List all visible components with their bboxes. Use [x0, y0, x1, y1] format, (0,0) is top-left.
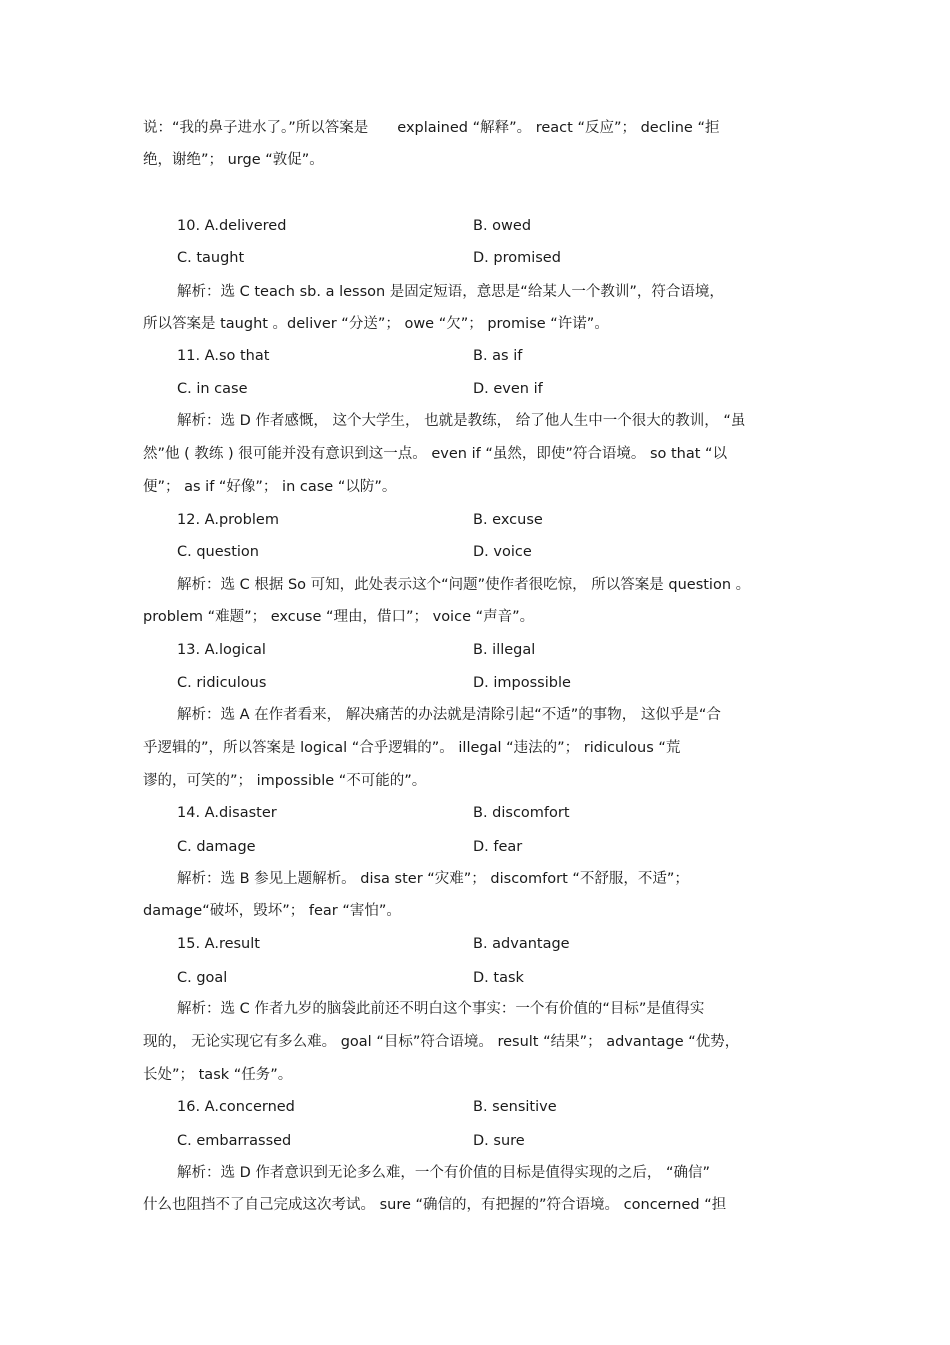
option-b: B. illegal: [473, 642, 536, 658]
option-d: D. fear: [473, 839, 523, 855]
option-a: 13. A.logical: [177, 642, 266, 658]
option-a: 15. A.result: [177, 936, 260, 952]
analysis-line: 解析：选 C 根据 So 可知，此处表示这个“问题”使作者很吃惊， 所以答案是 question 。: [177, 577, 751, 593]
option-a: 16. A.concerned: [177, 1099, 295, 1115]
analysis-line: 解析：选 D 作者感慨， 这个大学生， 也就是教练， 给了他人生中一个很大的教训， “虽: [177, 413, 746, 429]
analysis-line: 谬的，可笑的”； impossible “不可能的”。: [143, 773, 427, 789]
analysis-line: 解析：选 C teach sb. a lesson 是固定短语，意思是“给某人一个教训”，符合语境，: [177, 284, 724, 300]
analysis-line: 长处”； task “任务”。: [143, 1067, 293, 1083]
option-c: C. embarrassed: [177, 1133, 292, 1149]
option-c: C. goal: [177, 970, 228, 986]
option-c: C. ridiculous: [177, 675, 267, 691]
analysis-line: 然”他 ( 教练 ) 很可能并没有意识到这一点。 even if “虽然，即使”符合语境。 so that “以: [143, 446, 728, 462]
option-c: C. in case: [177, 381, 248, 397]
intro-line-2: 绝，谢绝”； urge “敦促”。: [143, 152, 324, 168]
analysis-line: 乎逻辑的”，所以答案是 logical “合乎逻辑的”。 illegal “违法的”； ridiculous “荒: [143, 740, 681, 756]
option-b: B. discomfort: [473, 805, 570, 821]
analysis-line: 现的， 无论实现它有多么难。 goal “目标”符合语境。 result “结果”； advantage “优势，: [143, 1034, 740, 1050]
analysis-line: 解析：选 B 参见上题解析。 disa ster “灾难”； discomfort “不舒服，不适”；: [177, 871, 689, 887]
analysis-line: 什么也阻挡不了自己完成这次考试。 sure “确信的，有把握的”符合语境。 concerned “担: [143, 1197, 727, 1213]
option-c: C. damage: [177, 839, 256, 855]
option-c: C. taught: [177, 250, 245, 266]
option-d: D. sure: [473, 1133, 525, 1149]
option-d: D. task: [473, 970, 524, 986]
analysis-line: 便”； as if “好像”； in case “以防”。: [143, 479, 397, 495]
option-a: 12. A.problem: [177, 512, 279, 528]
analysis-line: 所以答案是 taught 。deliver “分送”； owe “欠”； promise “许诺”。: [143, 316, 609, 332]
option-d: D. impossible: [473, 675, 571, 691]
option-a: 14. A.disaster: [177, 805, 277, 821]
analysis-line: problem “难题”； excuse “理由，借口”； voice “声音”。: [143, 609, 535, 625]
option-b: B. advantage: [473, 936, 570, 952]
option-b: B. sensitive: [473, 1099, 557, 1115]
option-d: D. promised: [473, 250, 561, 266]
analysis-line: 解析：选 D 作者意识到无论多么难，一个有价值的目标是值得实现的之后， “确信”: [177, 1165, 711, 1181]
analysis-line: 解析：选 A 在作者看来， 解决痛苦的办法就是清除引起“不适”的事物， 这似乎是“合: [177, 707, 721, 723]
analysis-line: damage“破坏，毁坏”； fear “害怕”。: [143, 903, 401, 919]
option-b: B. as if: [473, 348, 523, 364]
intro-line-1: 说：“我的鼻子进水了。”所以答案是 explained “解释”。 react “反应”； decline “拒: [143, 120, 720, 136]
option-a: 11. A.so that: [177, 348, 270, 364]
option-d: D. even if: [473, 381, 543, 397]
option-a: 10. A.delivered: [177, 218, 287, 234]
option-c: C. question: [177, 544, 259, 560]
option-b: B. owed: [473, 218, 532, 234]
option-d: D. voice: [473, 544, 532, 560]
analysis-line: 解析：选 C 作者九岁的脑袋此前还不明白这个事实：一个有价值的“目标”是值得实: [177, 1001, 705, 1017]
option-b: B. excuse: [473, 512, 543, 528]
